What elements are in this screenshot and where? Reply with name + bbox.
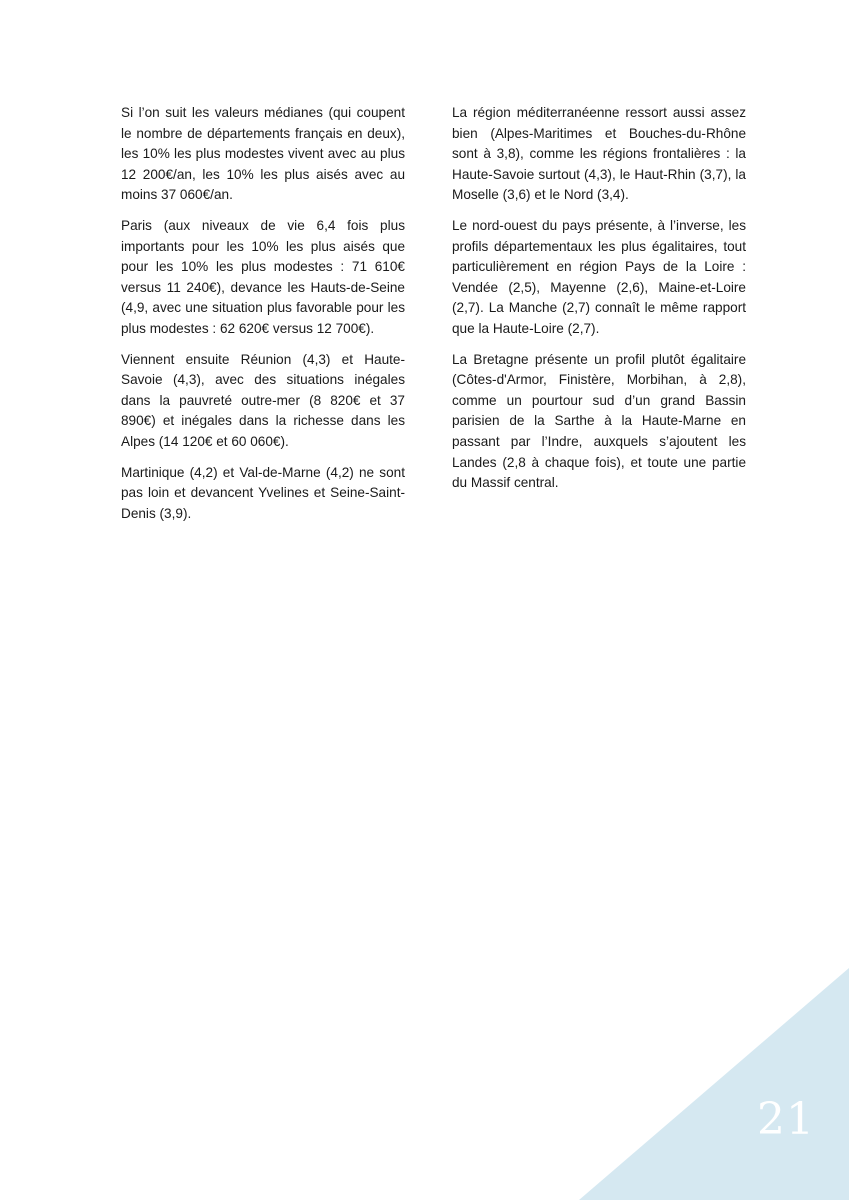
left-text-column <box>121 103 405 534</box>
paragraph: La Bretagne présente un profil plutôt égalitaire (Côtes-d'Armor, Finistère, Morbihan, à 2,8), comme un pourtour sud d’un grand Bassin parisien de la Sarthe à la Haute-Marne en passant par l’Indre, auxquels s’ajoutent les Landes (2,8 à chaque fois), et toute une partie du Massif central. <box>452 351 746 491</box>
page-number: 21 <box>757 1094 815 1145</box>
paragraph: Viennent ensuite Réunion (4,3) et Haute-Savoie (4,3), avec des situations inégales dans la pauvreté outre-mer (8 820€ et 37 890€) et inégales dans la richesse dans les Alpes (14 120€ et 60 060€). <box>121 351 405 449</box>
paragraph: La région méditerranéenne ressort aussi assez bien (Alpes-Maritimes et Bouches-du-Rhône sont à 3,8), comme les régions frontalières : la Haute-Savoie surtout (4,3), le Haut-Rhin (3,7), la Moselle (3,6) et le Nord (3,4). <box>452 105 746 203</box>
right-text-column <box>452 103 746 504</box>
paragraph: Le nord-ouest du pays présente, à l’inverse, les profils départementaux les plus égalitaires, tout particulièrement en région Pays de la Loire : Vendée (2,5), Mayenne (2,6), Maine-et-Loire (2,7). La Manche (2,7) connaît le même rapport que la Haute-Loire (2,7). <box>452 217 746 336</box>
paragraph: Si l’on suit les valeurs médianes (qui coupent le nombre de départements français en deux), les 10% les plus modestes vivent avec au plus 12 200€/an, les 10% les plus aisés avec au moins 37 060€/an. <box>121 105 405 203</box>
corner-triangle-shape <box>579 968 849 1200</box>
paragraph: Paris (aux niveaux de vie 6,4 fois plus importants pour les 10% les plus aisés que pour les 10% les plus modestes : 71 610€ versus 11 240€), devance les Hauts-de-Seine (4,9, avec une situation plus favorable pour les plus modestes : 62 620€ versus 12 700€). <box>121 217 405 336</box>
corner-decoration <box>579 968 849 1200</box>
paragraph: Martinique (4,2) et Val-de-Marne (4,2) ne sont pas loin et devancent Yvelines et Seine-Saint-Denis (3,9). <box>121 464 405 521</box>
